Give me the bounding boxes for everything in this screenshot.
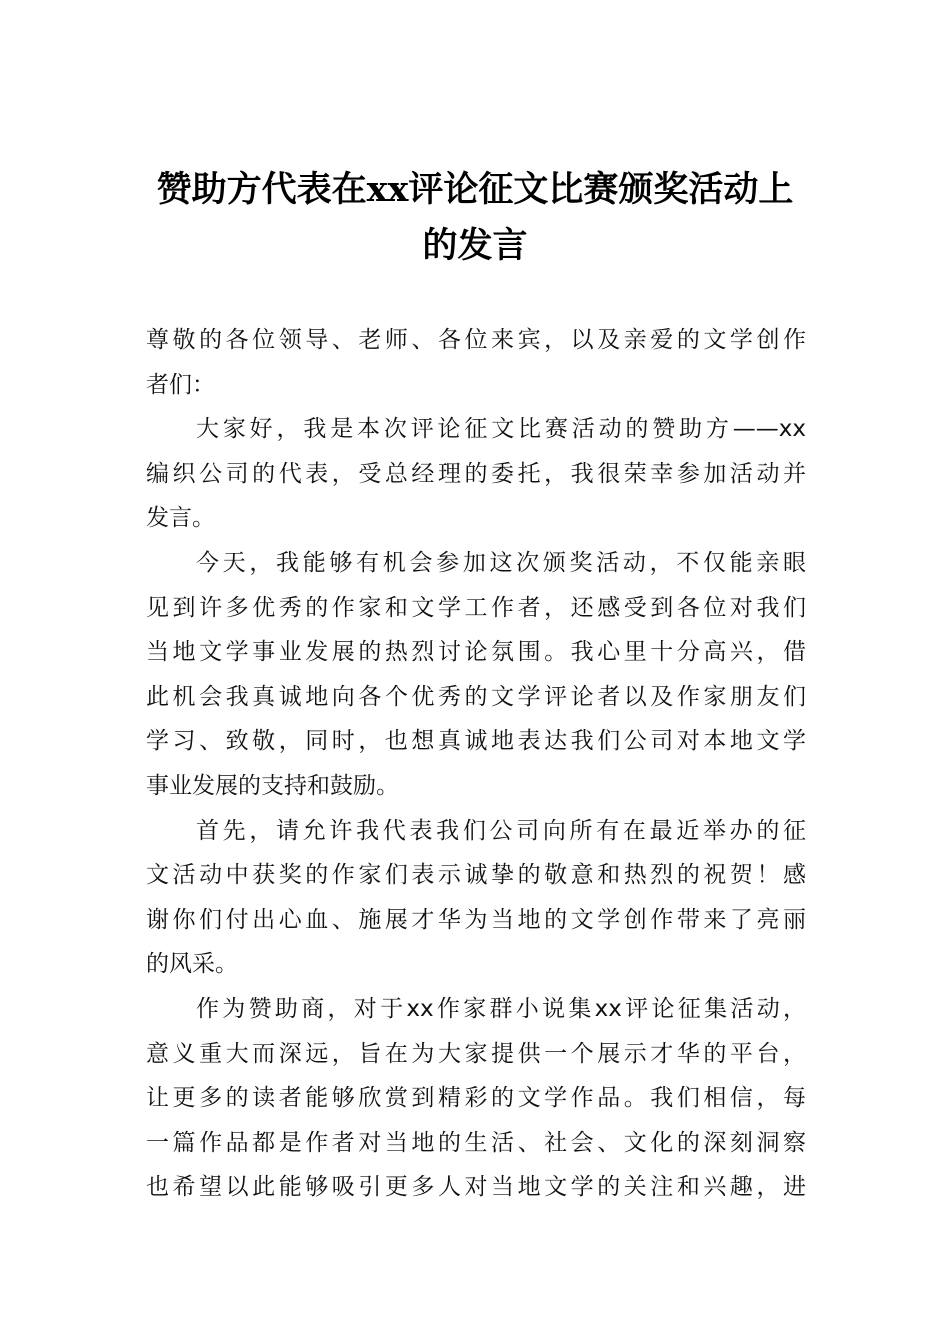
text-line: 作为赞助商，对于xx作家群小说集xx评论征集活动，	[196, 995, 806, 1022]
text-line: 今天，我能够有机会参加这次颁奖活动，不仅能亲眼	[196, 549, 806, 576]
text-line: 编织公司的代表，受总经理的委托，我很荣幸参加活动并	[146, 460, 806, 487]
text-line: 学习、致敬，同时，也想真诚地表达我们公司对本地文学	[146, 728, 806, 755]
text-line: 大家好，我是本次评论征文比赛活动的赞助方——xx	[196, 416, 806, 443]
paragraph-today	[146, 541, 806, 809]
text-line: 让更多的读者能够欣赏到精彩的文学作品。我们相信，每	[146, 1085, 806, 1112]
text-line: 此机会我真诚地向各个优秀的文学评论者以及作家朋友们	[146, 683, 806, 710]
text-line: 的风采。	[146, 951, 238, 978]
text-line: 一篇作品都是作者对当地的生活、社会、文化的深刻洞察	[146, 1129, 806, 1156]
document-title	[100, 162, 850, 274]
text-line: 者们：	[146, 371, 215, 398]
paragraph-introduction	[146, 407, 806, 541]
text-line: 尊敬的各位领导、老师、各位来宾，以及亲爱的文学创作	[146, 327, 806, 353]
title-line-1: 赞助方代表在xx评论征文比赛颁奖活动上	[156, 169, 794, 210]
text-line: 见到许多优秀的作家和文学工作者，还感受到各位对我们	[146, 594, 806, 621]
title-line-2: 的发言	[422, 225, 528, 266]
document-body	[146, 318, 806, 1210]
paragraph-congratulations	[146, 809, 806, 987]
text-line: 首先，请允许我代表我们公司向所有在最近举办的征	[196, 817, 806, 844]
paragraph-salutation	[146, 318, 806, 407]
text-line: 谢你们付出心血、施展才华为当地的文学创作带来了亮丽	[146, 906, 806, 933]
text-line: 发言。	[146, 505, 215, 532]
text-line: 也希望以此能够吸引更多人对当地文学的关注和兴趣，进	[146, 1174, 806, 1201]
text-line: 文活动中获奖的作家们表示诚挚的敬意和热烈的祝贺！感	[146, 862, 806, 889]
text-line: 意义重大而深远，旨在为大家提供一个展示才华的平台，	[146, 1040, 806, 1067]
text-line: 事业发展的支持和鼓励。	[146, 772, 399, 799]
text-line: 当地文学事业发展的热烈讨论氛围。我心里十分高兴，借	[146, 639, 806, 666]
paragraph-sponsor	[146, 987, 806, 1210]
